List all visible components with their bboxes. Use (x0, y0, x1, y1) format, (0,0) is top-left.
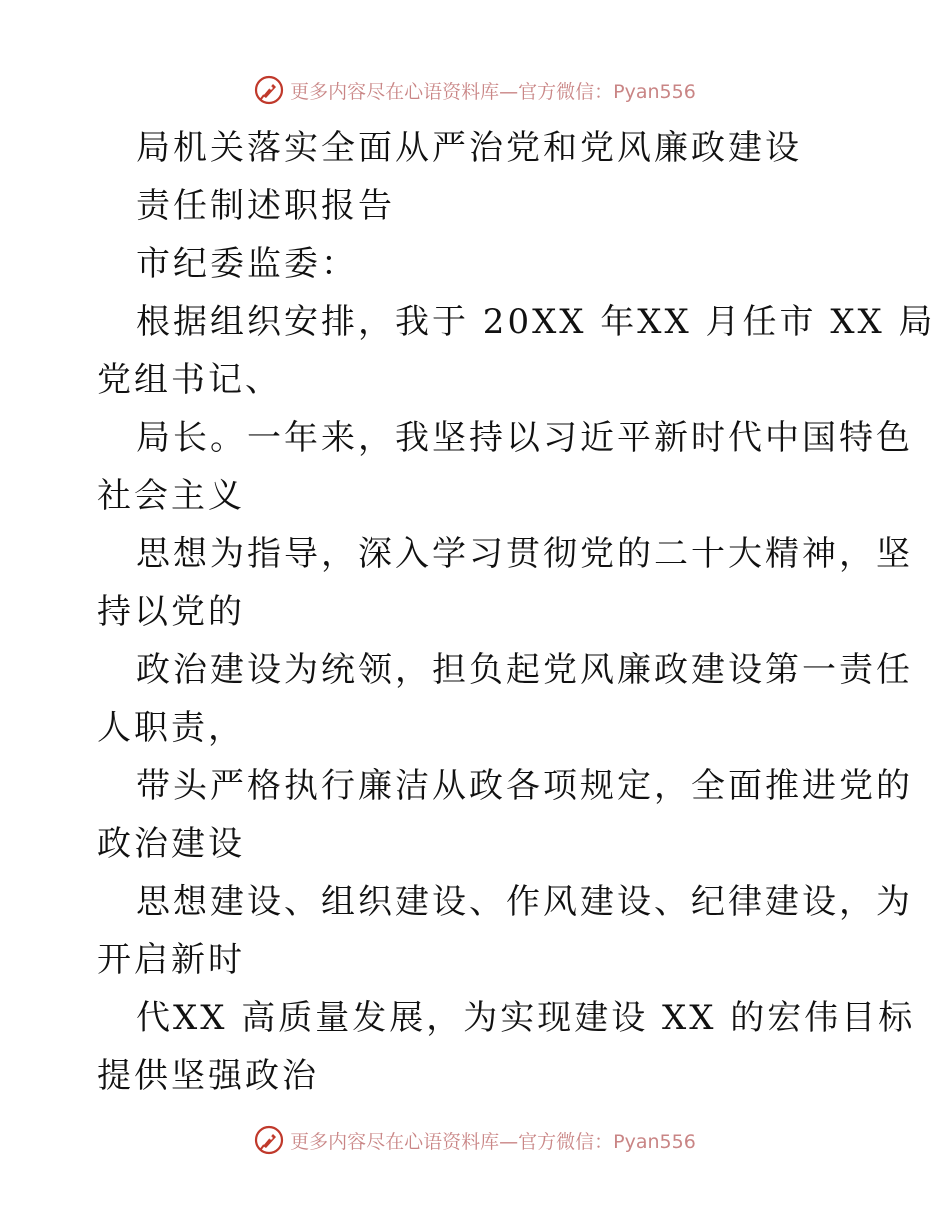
paragraph-line: 党组书记、 (97, 360, 282, 400)
footer-banner-text (290, 1127, 696, 1154)
footer-banner-label: 更多内容尽在心语资料库—官方微信： (290, 1130, 614, 1153)
document-title-line-2: 责任制述职报告 (136, 186, 395, 226)
document-salutation: 市纪委监委： (136, 244, 358, 284)
paragraph-line: 提供坚强政治 (97, 1056, 319, 1096)
paragraph-line: 根据组织安排，我于 20XX 年XX 月任市 XX 局 (136, 302, 936, 342)
document-title-line-1: 局机关落实全面从严治党和党风廉政建设 (136, 128, 802, 168)
header-banner-text (290, 77, 696, 104)
paragraph-line: 政治建设为统领，担负起党风廉政建设第一责任 (136, 650, 913, 690)
pen-nib-logo-icon (254, 1125, 284, 1155)
paragraph-line: 开启新时 (97, 940, 245, 980)
footer-banner-wechat-id: Pyan556 (613, 1130, 696, 1153)
footer-banner (0, 1120, 950, 1160)
paragraph-line: 持以党的 (97, 592, 245, 632)
paragraph-line: 思想建设、组织建设、作风建设、纪律建设，为 (136, 882, 913, 922)
header-banner-wechat-id: Pyan556 (613, 80, 696, 103)
paragraph-line: 社会主义 (97, 476, 245, 516)
paragraph-line: 代XX 高质量发展，为实现建设 XX 的宏伟目标 (136, 998, 916, 1038)
paragraph-line: 局长。一年来，我坚持以习近平新时代中国特色 (136, 418, 913, 458)
paragraph-line: 带头严格执行廉洁从政各项规定，全面推进党的 (136, 766, 913, 806)
paragraph-line: 人职责， (97, 708, 245, 748)
header-banner-label: 更多内容尽在心语资料库—官方微信： (290, 80, 614, 103)
paragraph-line: 政治建设 (97, 824, 245, 864)
header-banner (0, 70, 950, 110)
pen-nib-logo-icon (254, 75, 284, 105)
paragraph-line: 思想为指导，深入学习贯彻党的二十大精神，坚 (136, 534, 913, 574)
